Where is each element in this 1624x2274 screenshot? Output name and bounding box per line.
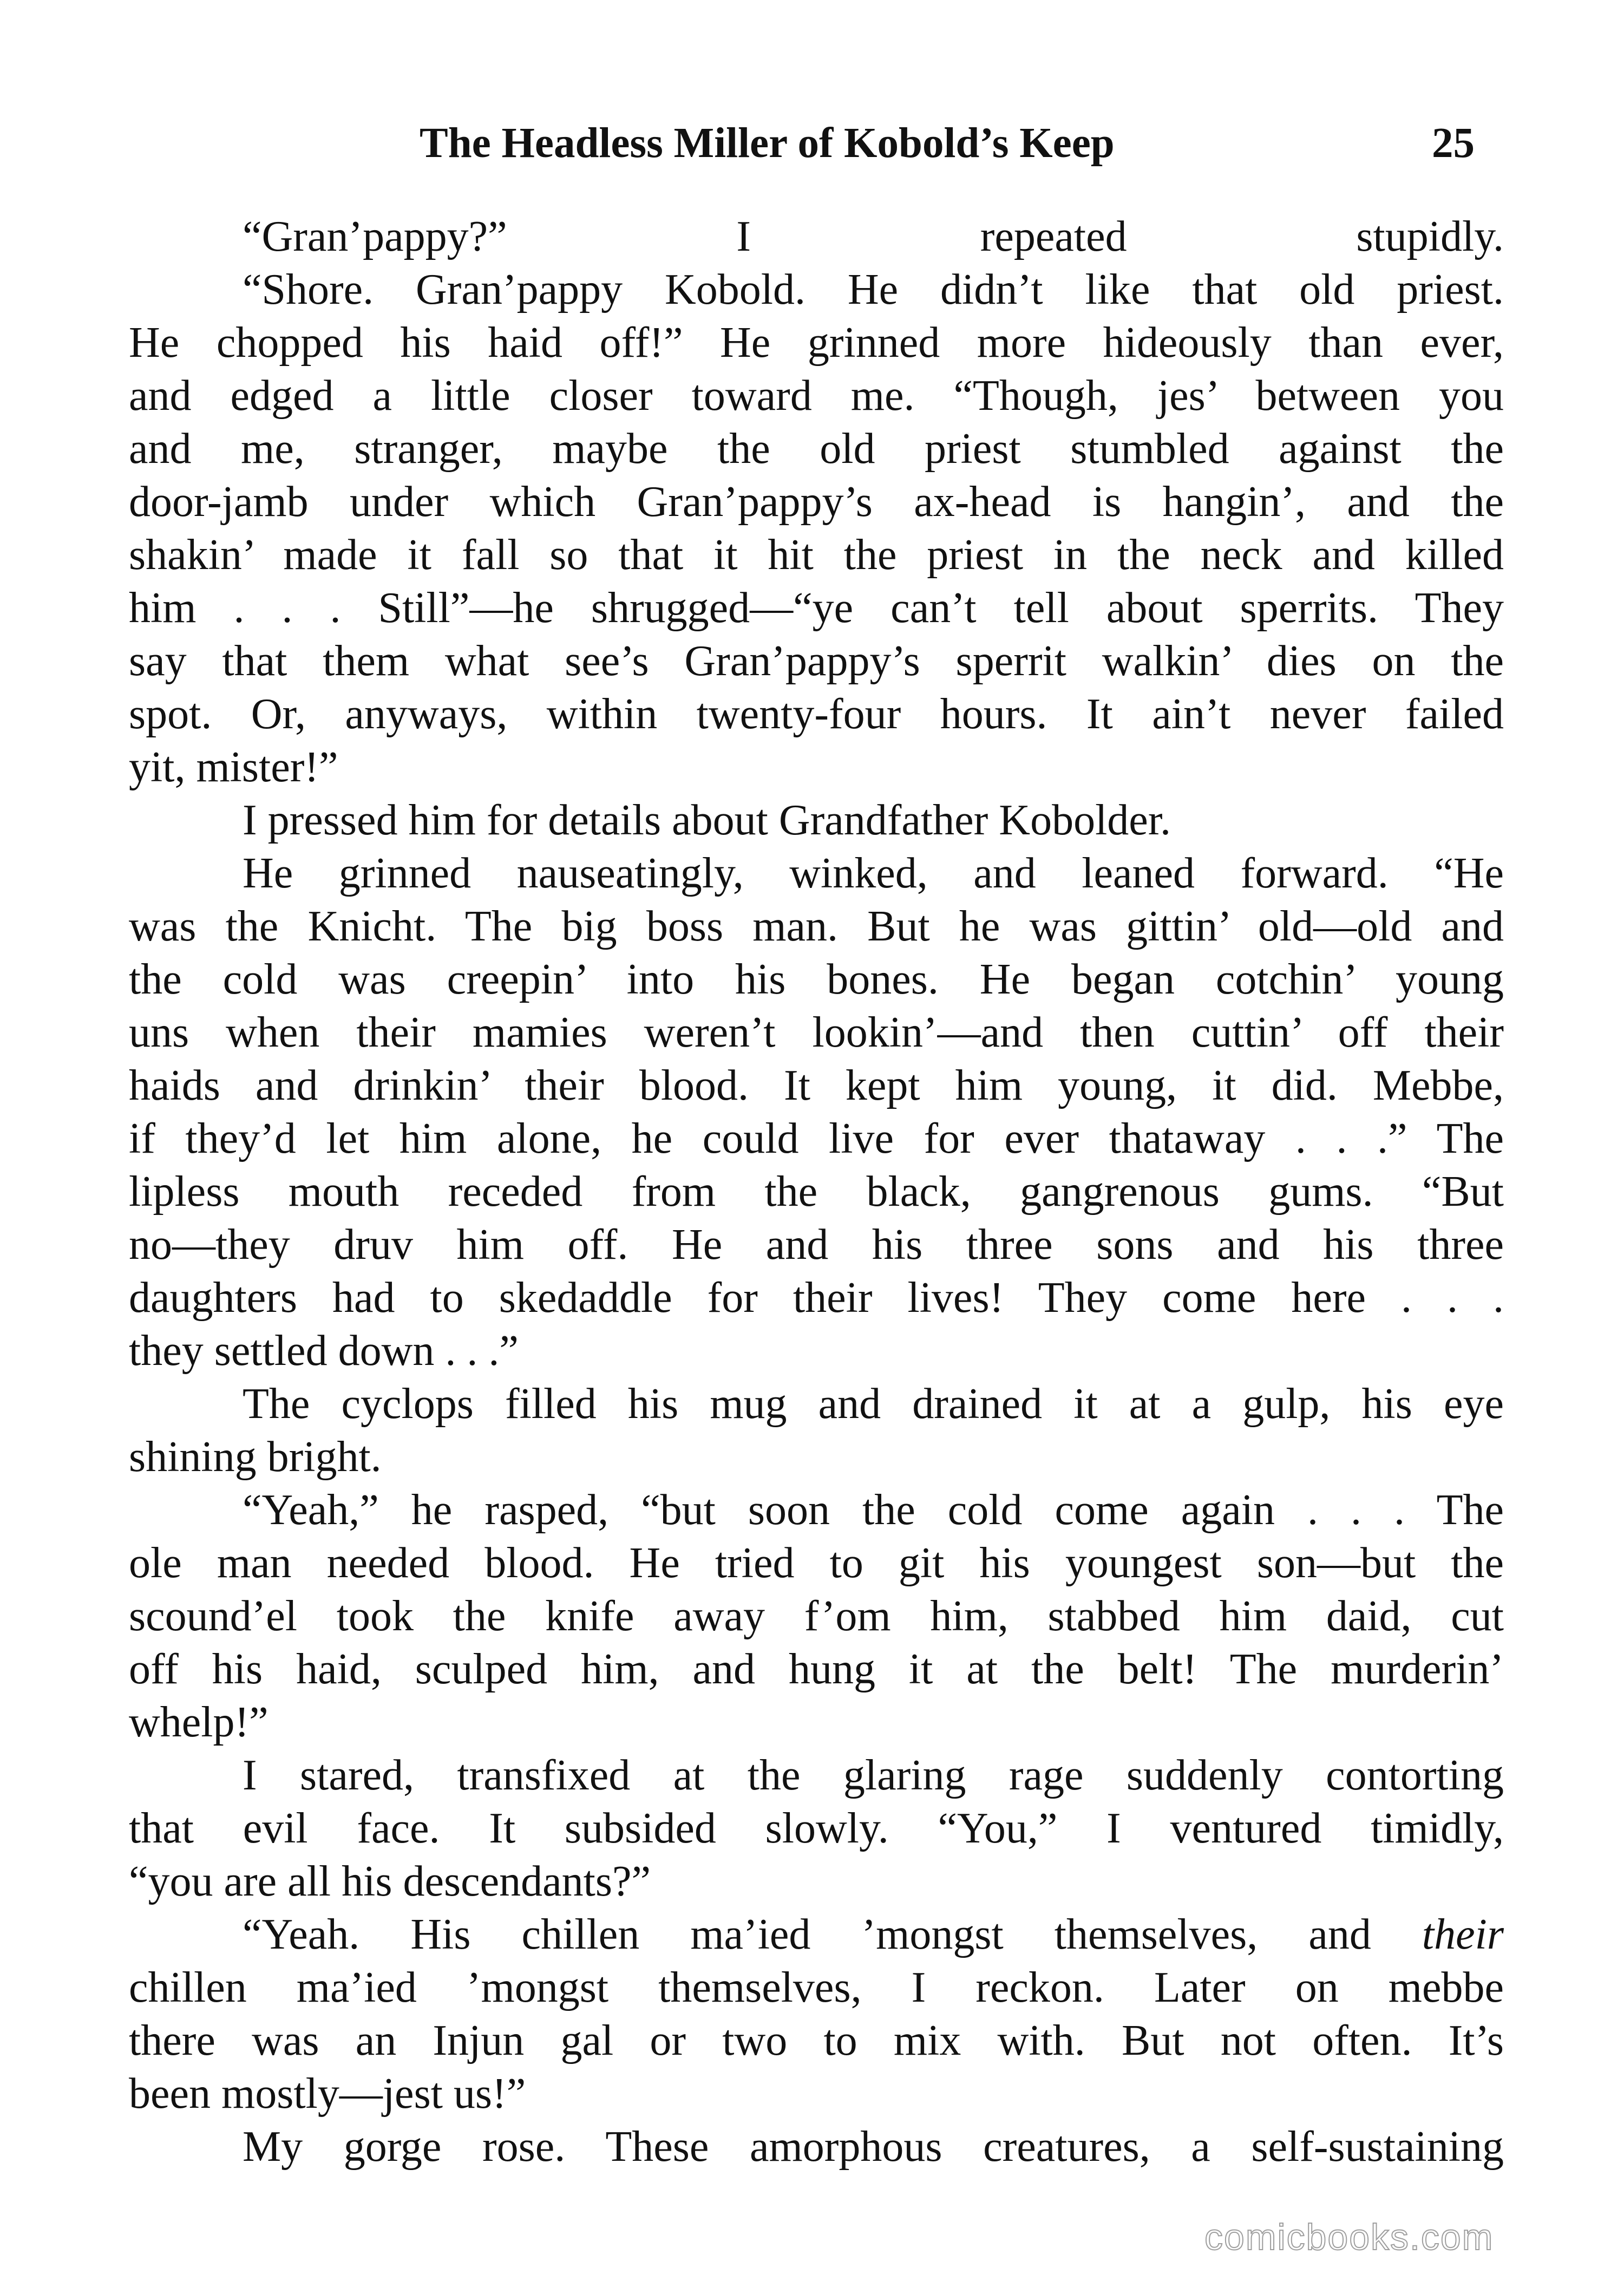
- text-line: off his haid, sculped him, and hung it at the belt! The murderin’: [129, 1645, 1504, 1693]
- text-line: the cold was creepin’ into his bones. He began cotchin’ young: [129, 956, 1504, 1003]
- text-line: He grinned nauseatingly, winked, and leaned forward. “He: [243, 850, 1504, 897]
- text-line: they settled down . . .”: [129, 1327, 519, 1375]
- text-line: scound’el took the knife away f’om him, stabbed him daid, cut: [129, 1592, 1504, 1640]
- text-line: daughters had to skedaddle for their lives! They come here . . .: [129, 1274, 1504, 1322]
- line-text: “Yeah. His chillen ma’ied ’mongst themselves, and: [243, 1911, 1422, 1958]
- text-line: and me, stranger, maybe the old priest stumbled against the: [129, 425, 1504, 473]
- text-line: yit, mister!”: [129, 743, 338, 791]
- text-line: “Shore. Gran’pappy Kobold. He didn’t like that old priest.: [243, 266, 1504, 313]
- text-line: uns when their mamies weren’t lookin’—and then cuttin’ off their: [129, 1009, 1504, 1056]
- text-line: chillen ma’ied ’mongst themselves, I reckon. Later on mebbe: [129, 1964, 1504, 2011]
- text-line: him . . . Still”—he shrugged—“ye can’t tell about sperrits. They: [129, 584, 1504, 632]
- body-text: [129, 210, 1504, 2173]
- text-line: there was an Injun gal or two to mix with. But not often. It’s: [129, 2017, 1504, 2064]
- text-line: spot. Or, anyways, within twenty-four hours. It ain’t never failed: [129, 690, 1504, 738]
- text-line: My gorge rose. These amorphous creatures, a self-sustaining: [243, 2123, 1504, 2171]
- text-line: “you are all his descendants?”: [129, 1858, 651, 1905]
- watermark-text: comicbooks.com: [1204, 2217, 1494, 2258]
- page-number: 25: [1432, 120, 1475, 167]
- text-line: been mostly—jest us!”: [129, 2070, 526, 2118]
- running-title: The Headless Miller of Kobold’s Keep: [420, 120, 1115, 167]
- text-line: haids and drinkin’ their blood. It kept him young, it did. Mebbe,: [129, 1062, 1504, 1109]
- text-line: ole man needed blood. He tried to git his youngest son—but the: [129, 1539, 1504, 1587]
- text-line: door-jamb under which Gran’pappy’s ax-head is hangin’, and the: [129, 478, 1504, 526]
- text-line: no—they druv him off. He and his three sons and his three: [129, 1221, 1504, 1269]
- text-line: He chopped his haid off!” He grinned more hideously than ever,: [129, 319, 1504, 367]
- text-line: that evil face. It subsided slowly. “You,” I ventured timidly,: [129, 1805, 1504, 1852]
- text-line: say that them what see’s Gran’pappy’s sperrit walkin’ dies on the: [129, 637, 1504, 685]
- emphasized-word: their: [1422, 1911, 1504, 1958]
- text-line: lipless mouth receded from the black, gangrenous gums. “But: [129, 1168, 1504, 1216]
- text-line: I stared, transfixed at the glaring rage suddenly contorting: [243, 1752, 1504, 1799]
- text-line: “Gran’pappy?” I repeated stupidly.: [243, 213, 1504, 260]
- text-line: shakin’ made it fall so that it hit the priest in the neck and killed: [129, 531, 1504, 579]
- text-line: whelp!”: [129, 1698, 269, 1746]
- text-line: was the Knicht. The big boss man. But he was gittin’ old—old and: [129, 903, 1504, 950]
- text-line: The cyclops filled his mug and drained it at a gulp, his eye: [243, 1380, 1504, 1428]
- text-line: if they’d let him alone, he could live for ever thataway . . .” The: [129, 1115, 1504, 1162]
- text-line: I pressed him for details about Grandfather Kobolder.: [243, 796, 1171, 844]
- text-line-with-emphasis: [129, 1908, 1504, 1961]
- text-line: shining bright.: [129, 1433, 382, 1481]
- text-line: and edged a little closer toward me. “Though, jes’ between you: [129, 372, 1504, 420]
- text-line: “Yeah,” he rasped, “but soon the cold come again . . . The: [243, 1486, 1504, 1534]
